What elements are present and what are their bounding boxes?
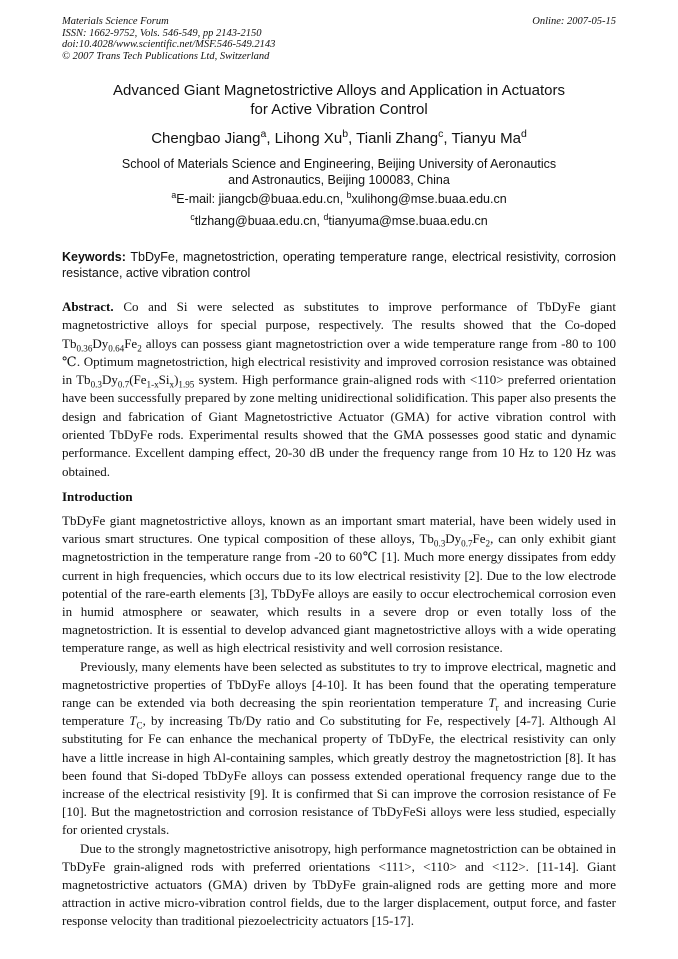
email-line-2: $^c$tlzhang@buaa.edu.cn, $^d$tianyuma@mse.buaa.edu.cn [190,211,488,228]
subscript: 0.7 [461,538,473,549]
abstract-text: system. High performance grain-aligned rods with <110> preferred orientation have been successfully prepared by zone melting unidirectional solidification. This paper also presents the design and fabrication of Giant Magnetostrictive Actuator (GMA) for active vibration control with oriented TbDyFe rods. Experimental results showed that the GMA possesses good static and dynamic performance. Excellent damping effect, 20-30 dB under the frequency range from 10 Hz to 120 Hz was obtained. [62,372,616,479]
symbol: T [129,713,137,729]
paragraph-3: Due to the strongly magnetostrictive anisotropy, high performance magnetostriction can be obtained in TbDyFe grain-aligned rods with preferred orientations <111>, <110> and <112>. [11-14]. Giant magnetostrictive actuators (GMA) driven by TbDyFe grain-aligned rods are getting more and more attraction in active micro-vibration control fields, due to the larger displacement, output force, and faster response velocity than traditional piezoelectricity actuators [15-17]. [62,840,616,929]
subscript: 0.3 [433,538,446,549]
doi-line[interactable]: doi:10.4028/www.scientific.net/MSF.546-549.2143 [62,39,276,50]
affiliation-line-2: and Astronautics, Beijing 100083, China [228,173,450,187]
author-name: Tianli Zhang [356,130,439,147]
subscript: 1-x [146,379,159,390]
subscript: x [169,379,175,390]
subscript: 2 [137,343,142,354]
issn-line: ISSN: 1662-9752, Vols. 546-549, pp 2143-2150 [62,27,262,39]
abstract [62,298,616,481]
email-link-c[interactable]: tlzhang@buaa.edu.cn [194,214,317,228]
abstract-label: Abstract. [62,299,114,314]
paragraph-text: , by increasing Tb/Dy ratio and Co substituting for Fe, respectively [4-7]. Although Al substituting for Fe can enhance the mechanical property of TbDyFe, the electrical resistivity can only have a little increase in high Al-containing samples, which greatly destroy the magnetostriction [8]. It has been found that Si-doped TbDyFe alloys can possess extended operational frequency range due to the increase of the electrical resistivity [9]. It is confirmed that Si can improve the corrosion resistance of Fe [10]. But the magnetostriction and corrosion resistance of TbDyFeSi alloys were less studied, especially for oriented crystals. [62,713,616,838]
author-mark: c [438,128,444,140]
subscript: C [136,720,143,731]
email-prefix: E-mail: [176,192,219,206]
paragraph-2 [62,658,616,840]
author-name: Chengbao Jiang [151,130,261,147]
online-date: Online: 2007-05-15 [532,16,616,27]
abstract-text: Co and Si were selected as substitutes to improve performance of TbDyFe giant magnetostrictive alloys for special purpose, respectively. The results showed that the Co-doped Tb [62,299,616,351]
paragraph-text: Fe [472,531,486,547]
abstract-text: Dy [101,372,118,388]
abstract-text: Si [158,372,170,388]
title-line-2: for Active Vibration Control [250,101,428,118]
email-mark: d [323,211,329,222]
paragraph-text: Dy [445,531,462,547]
email-link-b[interactable]: xulihong@mse.buaa.edu.cn [351,192,507,206]
subscript: 0.36 [76,343,93,354]
abstract-text: ) [174,372,179,388]
paragraph-text: Previously, many elements have been selected as substitutes to try to improve electrical, magnetic and magnetostrictive properties of TbDyFe alloys [4-10]. It has been found that the operating temperature range can be extended via both decreasing the spin reorientation temperature [62,658,616,711]
paragraph-text: and increasing Curie temperature [62,695,617,729]
abstract-text: alloys can possess giant magnetostriction over a wide temperature range from -80 to 100 ℃. Optimum magnetostriction, high electrical resistivity and improved corrosion resistance was obtained in Tb [62,335,616,388]
paragraph-text: , can only exhibit giant magnetostriction in the temperature range from -20 to 60℃ [1]. Much more energy dissipates from eddy current in high frequencies, which occurs due to its low electrical resistivity [2]. Due to the low electrode potential of the rare-earth elements [3], TbDyFe alloys are easily to occur electrochemical corrosion even in humid atmosphere or seawater, which results in a severe drop or even totally loss of the magnetostriction. It is essential to develop advanced giant magnetostrictive alloys with a wide operating temperature range, as well as high electrical resistivity and well corrosion resistance. [62,531,616,656]
copyright-line: © 2007 Trans Tech Publications Ltd, Switzerland [62,50,270,62]
journal-name: Materials Science Forum [62,16,169,27]
title-line-1: Advanced Giant Magnetostrictive Alloys and Application in Actuators [113,82,565,99]
email-link-d[interactable]: tianyuma@mse.buaa.edu.cn [328,214,488,228]
author-name: Tianyu Ma [451,130,521,147]
email-mark: b [346,189,352,200]
subscript: 1.95 [178,379,195,390]
journal-header [62,16,616,62]
subscript: 2 [485,538,491,549]
affiliation-line-1: School of Materials Science and Engineering, Beijing University of Aeronautics [121,157,557,171]
abstract-text: Fe [124,335,138,351]
abstract-text: Dy [92,335,109,351]
email-line-1: $^a$E-mail: jiangcb@buaa.edu.cn, $^b$xulihong@mse.buaa.edu.cn [171,189,507,206]
author-mark: b [342,128,349,140]
author-mark: d [520,128,527,140]
affiliation [62,156,616,188]
introduction-body [62,512,616,931]
subscript: r [495,702,499,713]
paragraph-1 [62,512,616,658]
paragraph-text: TbDyFe giant magnetostrictive alloys, known as an important smart material, have been widely used in various smart structures. One typical composition of these alloys, Tb [62,513,616,547]
symbol: T [488,695,496,711]
email-mark: a [171,189,177,200]
keywords [62,249,616,281]
keywords-text: TbDyFe, magnetostriction, operating temperature range, electrical resistivity, corrosion resistance, active vibration control [62,250,616,280]
subscript: 0.7 [117,379,130,390]
author-list: Chengbao Jiang$^a$, Lihong Xu$^b$, Tianli Zhang$^c$, Tianyu Ma$^d$ [151,128,527,147]
author-mark: a [260,128,267,140]
paper-title [62,81,616,119]
keywords-label: Keywords: [62,250,126,264]
email-link-a[interactable]: jiangcb@buaa.edu.cn [218,192,340,206]
subscript: 0.64 [108,343,125,354]
email-mark: c [190,211,195,222]
author-name: Lihong Xu [274,130,343,147]
abstract-text: (Fe [129,372,147,388]
section-heading-introduction: Introduction [62,489,133,504]
subscript: 0.3 [90,379,102,390]
